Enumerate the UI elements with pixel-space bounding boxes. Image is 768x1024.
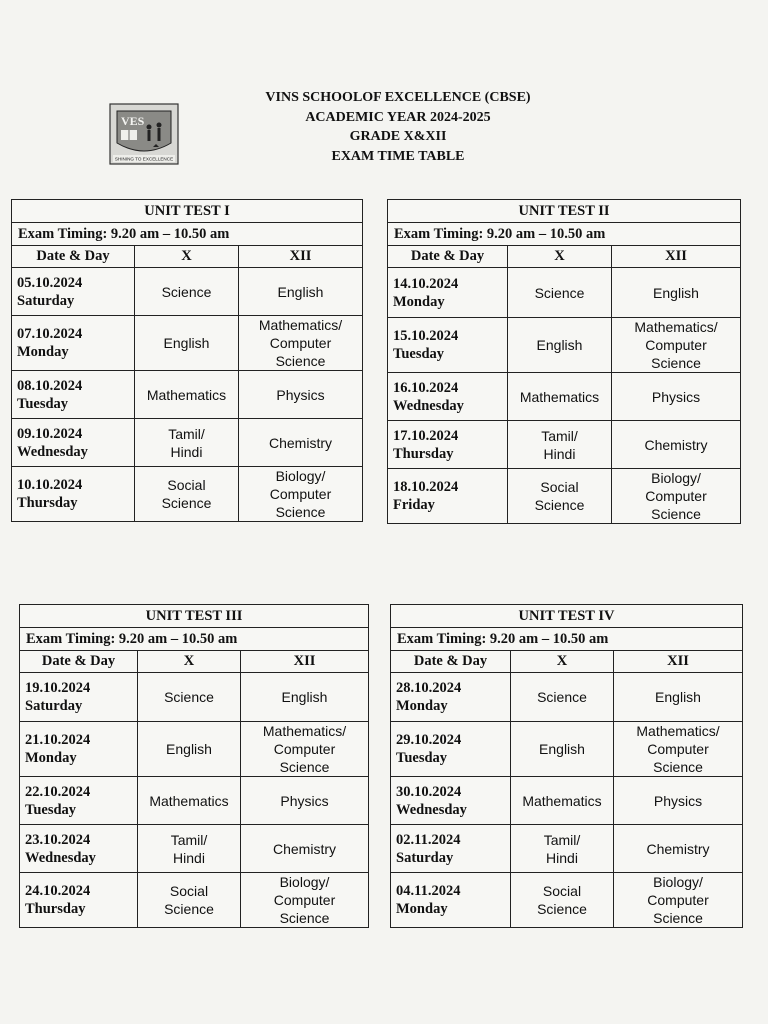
exam-day: Saturday [17,292,75,309]
subject-xii-cell [612,373,741,421]
subject-x-cell [138,777,241,825]
subject-line: Social [542,883,582,899]
table-row [12,419,363,467]
header-row [20,651,369,673]
table-row [391,873,743,928]
exam-timing: Exam Timing: 9.20 am – 10.50 am [388,223,741,246]
exam-day: Thursday [25,901,86,917]
exam-day: Wednesday [396,801,467,818]
subject-x-cell [135,268,239,316]
exam-timing: Exam Timing: 9.20 am – 10.50 am [391,628,743,651]
exam-date: 21.10.2024 [25,732,91,748]
date-day-cell [12,467,135,522]
exam-date: 15.10.2024 [393,328,459,344]
date-day-cell [388,373,508,421]
subject-xii-cell [239,316,363,371]
subject-xii-cell [614,873,743,928]
exam-date: 04.11.2024 [396,883,461,899]
subject-x-cell [508,421,612,469]
subject-xii-cell [614,673,743,722]
subject-line: Computer [269,335,332,351]
subject-line: Science [275,504,326,520]
subject-line: Biology/ [279,874,330,890]
subject-line: Tamil/ [168,425,205,442]
subject-line: Hindi [543,445,576,462]
exam-day: Tuesday [17,395,69,412]
table-row [388,469,741,524]
subject-line: Social [540,479,579,495]
subject-x-cell [508,318,612,373]
subject-x-cell [135,467,239,522]
exam-date: 14.10.2024 [393,275,459,292]
date-day-cell [20,673,138,722]
exam-day: Tuesday [25,801,77,818]
subject-xii-cell [612,469,741,524]
header-row [12,246,363,268]
table-row [20,873,369,928]
subject-line: Science [653,759,703,775]
subject-line: Chemistry [272,840,336,857]
subject-line: Computer [269,486,332,502]
subject-line: Computer [273,741,336,757]
academic-year: ACADEMIC YEAR 2024-2025 [305,109,491,125]
exam-date: 24.10.2024 [25,883,91,899]
table-row [388,373,741,421]
column-header: XII [241,651,369,673]
table-row [20,722,369,777]
unit-test-table [11,199,363,522]
column-header: Date & Day [12,246,135,268]
subject-line: Science [534,284,585,301]
subject-x-cell [511,873,614,928]
subject-line: Science [161,495,212,511]
subject-x-cell [511,722,614,777]
subject-line: Social [169,883,209,899]
date-day-cell [12,371,135,419]
exam-date: 22.10.2024 [25,783,91,800]
date-day-cell [391,673,511,722]
subject-line: Physics [280,792,329,809]
table-title: UNIT TEST III [20,605,369,628]
exam-day: Tuesday [393,346,445,362]
table-row [388,268,741,318]
subject-line: Science [279,910,330,926]
exam-day: Monday [17,344,69,360]
date-day-cell [391,825,511,873]
grade-label: GRADE X&XII [349,129,447,144]
table-row [20,777,369,825]
subject-xii-cell [241,873,369,928]
subject-line: Computer [647,892,709,908]
exam-date: 19.10.2024 [25,680,91,696]
table-row [12,371,363,419]
table-row [12,268,363,316]
exam-day: Tuesday [396,750,448,766]
subject-line: Mathematics [519,388,600,405]
subject-line: Tamil/ [170,831,208,848]
subject-line: Hindi [170,443,203,460]
table-row [20,825,369,873]
subject-line: Biology/ [275,468,326,484]
exam-day: Monday [396,901,448,917]
column-header: X [138,651,241,673]
table-row [388,318,741,373]
subject-x-cell [138,673,241,722]
date-day-cell [20,777,138,825]
subject-x-cell [508,469,612,524]
subject-line: Mathematics/ [634,319,718,335]
exam-day: Friday [393,497,435,513]
exam-date: 07.10.2024 [17,326,83,342]
exam-date: 02.11.2024 [396,831,461,848]
column-header: X [508,246,612,268]
exam-date: 23.10.2024 [25,831,91,848]
exam-date: 16.10.2024 [393,379,459,396]
header-row [391,651,743,673]
date-day-cell [391,722,511,777]
table-row [12,316,363,371]
subject-xii-cell [239,371,363,419]
table-row [391,722,743,777]
unit-test-table [390,604,743,928]
subject-line: Computer [273,892,336,908]
exam-day: Wednesday [17,443,88,460]
subject-x-cell [508,373,612,421]
subject-line: Tamil/ [541,427,578,444]
subject-line: English [653,284,699,301]
column-header: XII [612,246,741,268]
exam-date: 29.10.2024 [396,732,462,748]
subject-line: Mathematics/ [636,723,720,739]
column-header: XII [239,246,363,268]
table-row [391,673,743,722]
subject-line: Mathematics [146,386,227,403]
table-title: UNIT TEST II [388,200,741,223]
date-day-cell [12,316,135,371]
column-header: Date & Day [391,651,511,673]
date-day-cell [12,419,135,467]
subject-xii-cell [241,722,369,777]
subject-line: English [277,283,324,300]
subject-line: Biology/ [653,874,703,890]
exam-day: Wednesday [393,397,464,414]
subject-line: Computer [645,488,707,504]
subject-line: Science [651,355,701,371]
table-row [12,467,363,522]
subject-line: Science [534,497,585,513]
subject-x-cell [138,873,241,928]
subject-line: Science [537,689,587,705]
subject-line: Science [279,759,330,775]
subject-line: English [166,741,212,757]
subject-line: Science [651,506,701,522]
subject-xii-cell [612,421,741,469]
table-row [391,777,743,825]
exam-date: 17.10.2024 [393,427,459,444]
subject-x-cell [138,722,241,777]
subject-line: Physics [651,388,701,405]
date-day-cell [12,268,135,316]
subject-xii-cell [612,268,741,318]
logo-letters: VES [121,114,145,128]
subject-x-cell [511,777,614,825]
exam-timing: Exam Timing: 9.20 am – 10.50 am [20,628,369,651]
subject-line: Science [161,283,212,300]
subject-line: Chemistry [646,840,710,857]
subject-xii-cell [241,825,369,873]
header-row [388,246,741,268]
subject-x-cell [138,825,241,873]
subject-xii-cell [239,467,363,522]
subject-line: Mathematics/ [262,723,347,739]
subject-line: English [536,337,583,353]
unit-test-table [19,604,369,928]
subject-line: Science [164,901,214,917]
subject-xii-cell [239,419,363,467]
document-title: EXAM TIME TABLE [331,148,465,164]
exam-day: Saturday [25,698,83,714]
exam-day: Monday [393,293,445,310]
subject-xii-cell [612,318,741,373]
subject-x-cell [135,371,239,419]
date-day-cell [20,873,138,928]
subject-line: Social [167,477,206,493]
exam-day: Saturday [396,849,454,866]
subject-line: Physics [653,792,703,809]
date-day-cell [20,722,138,777]
exam-timing: Exam Timing: 9.20 am – 10.50 am [12,223,363,246]
logo-motto: SHINING TO EXCELLENCE [114,156,174,162]
subject-xii-cell [614,825,743,873]
subject-line: Hindi [546,849,578,866]
column-header: X [135,246,239,268]
date-day-cell [391,777,511,825]
subject-x-cell [511,673,614,722]
subject-x-cell [508,268,612,318]
column-header: X [511,651,614,673]
subject-line: Computer [647,741,709,757]
subject-xii-cell [241,673,369,722]
subject-line: English [281,689,328,705]
date-day-cell [20,825,138,873]
exam-day: Thursday [393,445,454,462]
subject-line: Mathematics [149,792,229,809]
subject-line: Chemistry [269,434,333,451]
exam-date: 18.10.2024 [393,479,459,495]
subject-line: Biology/ [651,470,701,486]
subject-line: Mathematics [522,792,602,809]
subject-line: Hindi [173,849,205,866]
exam-day: Monday [25,750,77,766]
school-name: VINS SCHOOLOF EXCELLENCE (CBSE) [265,90,531,105]
column-header: XII [614,651,743,673]
table-row [391,825,743,873]
subject-xii-cell [239,268,363,316]
subject-x-cell [135,419,239,467]
subject-line: English [163,335,210,351]
table-title: UNIT TEST IV [391,605,743,628]
subject-x-cell [135,316,239,371]
exam-date: 30.10.2024 [396,783,462,800]
subject-line: Science [275,353,326,369]
date-day-cell [388,268,508,318]
subject-x-cell [511,825,614,873]
school-logo [109,103,179,165]
column-header: Date & Day [388,246,508,268]
subject-line: English [539,741,585,757]
exam-day: Wednesday [25,849,96,866]
exam-day: Thursday [17,495,78,511]
date-day-cell [391,873,511,928]
subject-xii-cell [614,722,743,777]
subject-line: Chemistry [644,436,708,453]
subject-line: English [655,689,701,705]
unit-test-table [387,199,741,524]
subject-line: Science [653,910,703,926]
exam-date: 08.10.2024 [17,377,83,394]
subject-line: Mathematics/ [258,317,343,333]
subject-line: Science [164,689,214,705]
table-row [20,673,369,722]
exam-date: 09.10.2024 [17,425,83,442]
exam-date: 10.10.2024 [17,477,83,493]
date-day-cell [388,421,508,469]
subject-xii-cell [241,777,369,825]
exam-day: Monday [396,698,448,714]
subject-line: Computer [645,337,707,353]
subject-xii-cell [614,777,743,825]
exam-date: 05.10.2024 [17,274,83,291]
column-header: Date & Day [20,651,138,673]
subject-line: Science [537,901,587,917]
exam-date: 28.10.2024 [396,680,462,696]
subject-line: Physics [276,386,325,403]
date-day-cell [388,469,508,524]
subject-line: Tamil/ [543,831,581,848]
date-day-cell [388,318,508,373]
table-title: UNIT TEST I [12,200,363,223]
table-row [388,421,741,469]
